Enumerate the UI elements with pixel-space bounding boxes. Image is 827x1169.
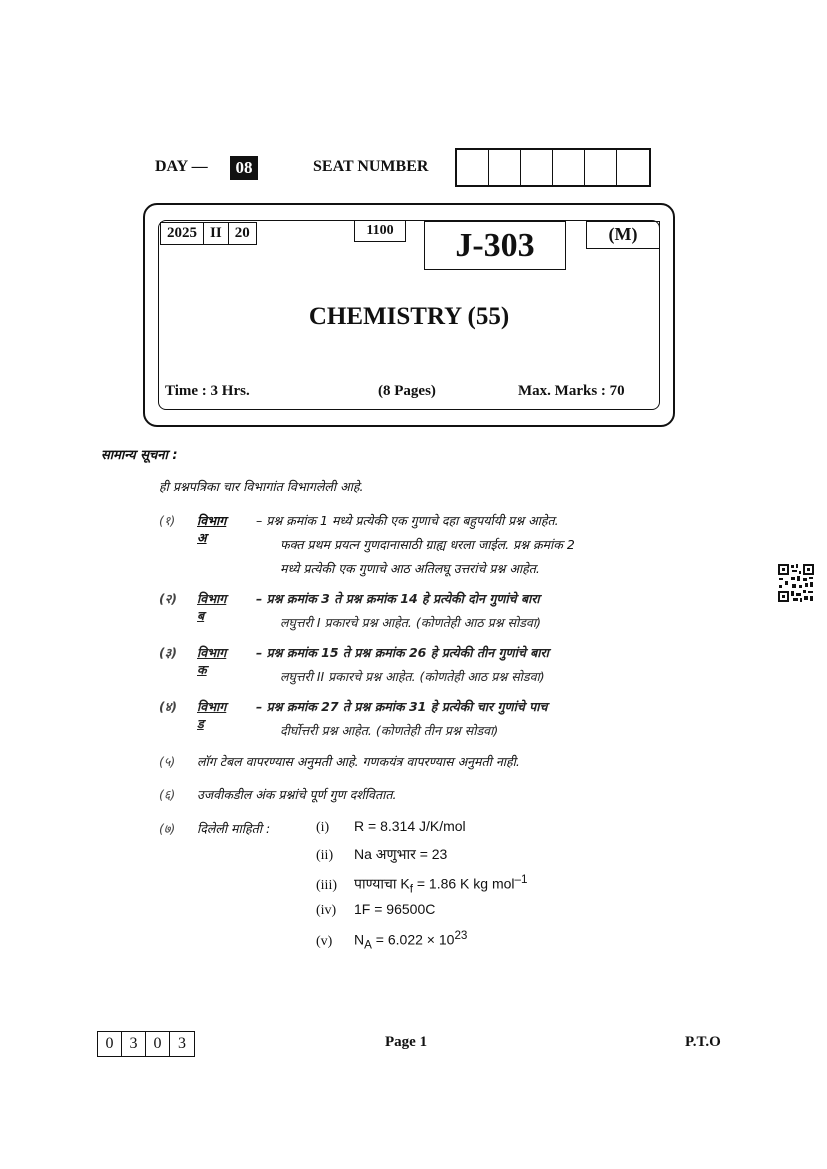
instruction-text: लॉग टेबल वापरण्यास अनुमती आहे. गणकयंत्र वापरण्यास अनुमती नाही. (197, 754, 520, 769)
instruction-line: लघुत्तरी I प्रकारचे प्रश्न आहेत. (कोणतेही आठ प्रश्न सोडवा) (280, 615, 541, 630)
subscript: f (409, 882, 413, 896)
seat-number-label: SEAT NUMBER (313, 158, 429, 175)
given-data-item (316, 845, 447, 864)
instructions-intro: ही प्रश्नपत्रिका चार विभागांत विभागलेली आहे. (159, 479, 364, 494)
seat-number-boxes[interactable] (455, 148, 651, 187)
exam-time-code: 1100 (354, 220, 406, 242)
given-data-text: N (354, 931, 365, 948)
given-data-text: = 1.86 K kg mol (412, 875, 515, 892)
instruction-line: दीर्घोत्तरी प्रश्न आहेत. (कोणतेही तीन प्रश्न सोडवा) (280, 723, 499, 738)
given-data-item (316, 873, 528, 895)
code-digit: 0 (98, 1032, 122, 1056)
seat-box[interactable] (521, 150, 553, 185)
given-data-item (316, 818, 466, 836)
given-data-text: Na अणुभार = 23 (354, 846, 448, 862)
given-data-number: (ii) (316, 848, 334, 863)
given-data-text: 1F = 96500C (354, 901, 436, 917)
instruction-number: (३) (159, 645, 177, 660)
seat-box[interactable] (617, 150, 649, 185)
instruction-number: (४) (159, 699, 177, 714)
exam-month: II (204, 223, 229, 244)
instruction-line: लघुत्तरी II प्रकारचे प्रश्न आहेत. (कोणतेही आठ प्रश्न सोडवा) (280, 669, 545, 684)
code-digit: 3 (122, 1032, 146, 1056)
seat-box[interactable] (585, 150, 617, 185)
code-digit: 0 (146, 1032, 170, 1056)
given-data-number: (iv) (316, 903, 337, 918)
instruction-number: (१) (159, 513, 176, 528)
section-label: विभाग ड (197, 699, 227, 731)
instruction-number: (७) (159, 821, 176, 836)
instruction-number: (५) (159, 754, 176, 769)
given-data-number: (i) (316, 820, 330, 835)
day-label: DAY — (155, 158, 208, 175)
given-data-number: (iii) (316, 877, 337, 893)
superscript: 23 (454, 929, 468, 942)
footer-paper-code (97, 1031, 195, 1057)
instruction-line: – प्रश्न क्रमांक 15 ते प्रश्न क्रमांक 26 हे प्रत्येकी तीन गुणांचे बारा (256, 645, 549, 660)
day-value: 08 (230, 156, 258, 180)
section-label: विभाग ब (197, 591, 227, 623)
instruction-line: मध्ये प्रत्येकी एक गुणाचे आठ अतिलघू उत्तरांचे प्रश्न आहेत. (280, 561, 540, 576)
page-number: Page 1 (385, 1034, 428, 1050)
section-label: विभाग क (197, 645, 227, 677)
instruction-note-5 (159, 753, 520, 770)
seat-box[interactable] (489, 150, 521, 185)
subject-title: CHEMISTRY (55) (308, 303, 510, 330)
subscript: A (364, 938, 372, 952)
exam-date-code (160, 222, 257, 245)
exam-duration: Time : 3 Hrs. (165, 383, 250, 399)
given-data-text: पाण्याचा K (354, 875, 410, 892)
code-digit: 3 (178, 1035, 186, 1052)
given-data-text: = 6.022 × 10 (371, 931, 455, 948)
paper-medium: (M) (586, 221, 660, 249)
instruction-line: फक्त प्रथम प्रयत्न गुणदानासाठी ग्राह्य धरला जाईल. प्रश्न क्रमांक 2 (280, 537, 575, 552)
instruction-text: उजवीकडील अंक प्रश्नांचे पूर्ण गुण दर्शवितात. (197, 787, 397, 802)
instruction-number: (६) (159, 787, 176, 802)
section-label: विभाग अ (197, 513, 227, 545)
given-data-label: दिलेली माहिती : (197, 821, 271, 836)
instruction-line: – प्रश्न क्रमांक 3 ते प्रश्न क्रमांक 14 हे प्रत्येकी दोन गुणांचे बारा (256, 591, 540, 606)
paper-code: J-303 (424, 221, 566, 270)
please-turn-over: P.T.O (685, 1034, 721, 1050)
max-marks: Max. Marks : 70 (518, 383, 625, 399)
superscript: –1 (514, 873, 528, 886)
exam-year: 2025 (161, 223, 204, 244)
instruction-note-6 (159, 786, 396, 803)
seat-box[interactable] (553, 150, 585, 185)
qr-code-icon (777, 563, 815, 603)
given-data-number: (v) (316, 933, 333, 949)
given-data-text: R = 8.314 J/K/mol (354, 818, 466, 834)
instruction-line: – प्रश्न क्रमांक 1 मध्ये प्रत्येकी एक गुणाचे दहा बहुपर्यायी प्रश्न आहेत. (256, 513, 559, 528)
instructions-heading: सामान्य सूचना : (101, 448, 178, 463)
instruction-line: – प्रश्न क्रमांक 27 ते प्रश्न क्रमांक 31 हे प्रत्येकी चार गुणांचे पाच (256, 699, 548, 714)
given-data-item (316, 929, 467, 951)
page-count: (8 Pages) (378, 383, 436, 399)
seat-box[interactable] (457, 150, 489, 185)
exam-date: 20 (234, 225, 250, 241)
instruction-number: (२) (159, 591, 177, 606)
given-data-item (316, 901, 435, 919)
